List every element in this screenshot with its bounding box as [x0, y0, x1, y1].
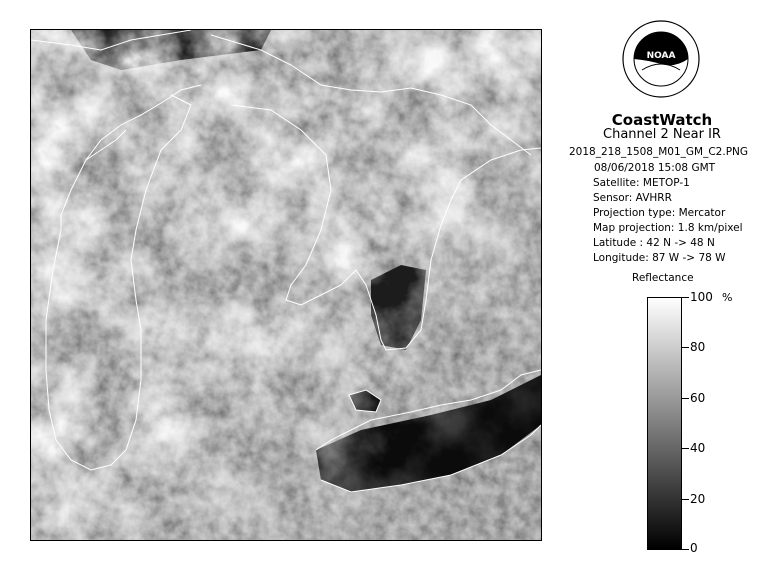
colorbar-tick-label: 40 [690, 441, 706, 455]
filename-label: 2018_218_1508_M01_GM_C2.PNG [569, 146, 749, 158]
colorbar-tick [682, 347, 689, 348]
colorbar-tick-label: 60 [690, 391, 706, 405]
colorbar-tick [682, 499, 689, 500]
noaa-emblem-icon [620, 18, 702, 108]
colorbar-tick-label: 100 [690, 290, 713, 304]
legend-unit: % [722, 291, 733, 304]
latitude-label: Latitude : 42 N -> 48 N [593, 237, 715, 249]
longitude-label: Longitude: 87 W -> 78 W [593, 252, 726, 264]
colorbar-tick-label: 20 [690, 492, 706, 506]
legend-title: Reflectance [632, 272, 694, 284]
noaa-logo-text: NOAA [646, 51, 676, 61]
colorbar-tick [682, 549, 689, 550]
reflectance-colorbar [647, 297, 682, 550]
colorbar-tick [682, 398, 689, 399]
sensor-label: Sensor: AVHRR [593, 192, 672, 204]
satellite-image-render [31, 30, 541, 540]
projection-type-label: Projection type: Mercator [593, 207, 726, 219]
satellite-image [30, 29, 542, 541]
satellite-label: Satellite: METOP-1 [593, 177, 690, 189]
datetime-label: 08/06/2018 15:08 GMT [594, 162, 716, 174]
channel-subtitle: Channel 2 Near IR [603, 127, 721, 142]
map-projection-label: Map projection: 1.8 km/pixel [593, 222, 743, 234]
page-title: CoastWatch [611, 111, 713, 129]
colorbar-tick [682, 297, 689, 298]
colorbar-tick-label: 80 [690, 340, 706, 354]
colorbar-tick [682, 448, 689, 449]
noaa-logo [620, 18, 702, 108]
colorbar-tick-label: 0 [690, 541, 698, 555]
